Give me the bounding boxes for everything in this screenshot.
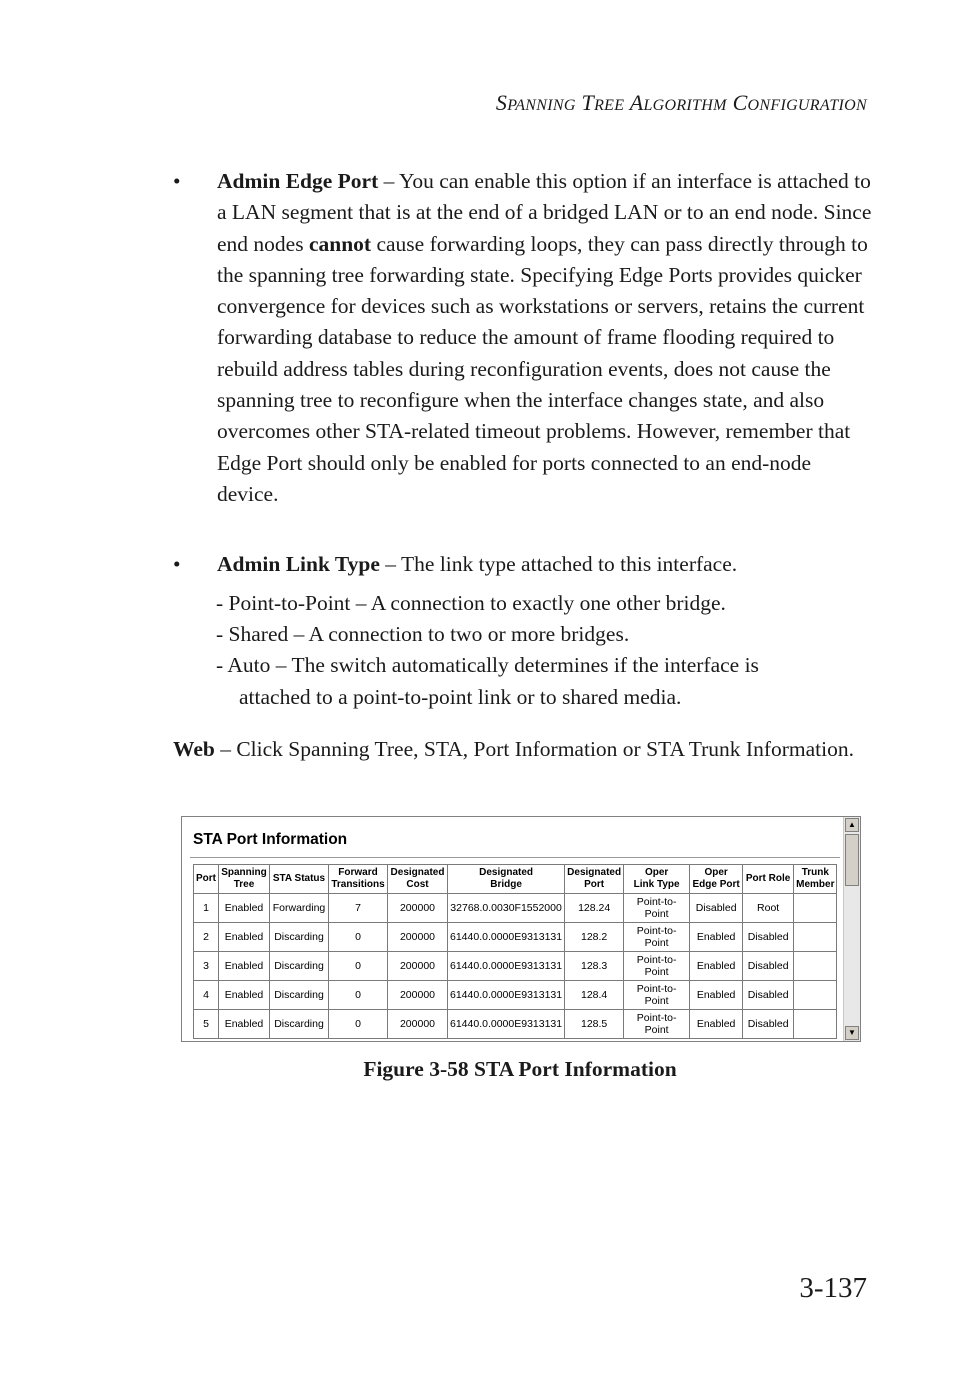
cell-sta-status: Discarding	[270, 923, 329, 952]
cell-sta-status: Discarding	[270, 1010, 329, 1039]
col-port: Port	[194, 865, 219, 894]
sta-port-information-screenshot	[181, 816, 861, 1042]
web-instruction	[173, 734, 873, 765]
col-sta-status: STA Status	[270, 865, 329, 894]
bullet-admin-link-type	[173, 549, 873, 580]
cell-trunk-member	[794, 894, 837, 923]
cell-oper-edge-port: Enabled	[690, 923, 743, 952]
cell-port: 3	[194, 952, 219, 981]
running-head-cap: C	[732, 90, 748, 115]
cell-port-role: Disabled	[743, 923, 794, 952]
bullet-mark: •	[173, 169, 181, 193]
running-head-rest: ONFIGURATION	[747, 97, 867, 114]
table-row	[194, 923, 837, 952]
cell-designated-cost: 200000	[388, 1010, 448, 1039]
link-type-point-to-point: - Point-to-Point – A connection to exactly one other bridge.	[216, 591, 726, 615]
cell-designated-bridge: 32768.0.0030F1552000	[448, 894, 565, 923]
col-oper-link-type: Oper Link Type	[624, 865, 690, 894]
bullet-mark: •	[173, 552, 181, 576]
cell-port: 5	[194, 1010, 219, 1039]
running-head-cap: S	[495, 90, 508, 115]
arrow-up-icon: ▲	[848, 820, 856, 829]
cell-spanning-tree: Enabled	[219, 952, 270, 981]
cell-designated-cost: 200000	[388, 923, 448, 952]
cell-port-role: Disabled	[743, 1010, 794, 1039]
cell-designated-port: 128.3	[565, 952, 624, 981]
running-head-cap: A	[629, 90, 644, 115]
running-head-rest: LGORITHM	[643, 97, 727, 114]
cell-trunk-member	[794, 1010, 837, 1039]
web-text: – Click Spanning Tree, STA, Port Information or STA Trunk Information.	[214, 737, 855, 761]
scroll-thumb[interactable]	[845, 834, 859, 886]
figure-caption: Figure 3-58 STA Port Information	[363, 1057, 677, 1081]
cell-designated-cost: 200000	[388, 981, 448, 1010]
scroll-down-button[interactable]	[845, 1026, 859, 1040]
vertical-scrollbar[interactable]	[843, 817, 860, 1041]
cell-forward-transitions: 0	[329, 952, 388, 981]
cell-sta-status: Discarding	[270, 952, 329, 981]
cell-port-role: Root	[743, 894, 794, 923]
cell-trunk-member	[794, 952, 837, 981]
scroll-up-button[interactable]	[845, 818, 859, 832]
bullet-term: Admin Link Type	[217, 552, 380, 576]
col-port-role: Port Role	[743, 865, 794, 894]
cell-forward-transitions: 0	[329, 923, 388, 952]
cell-designated-cost: 200000	[388, 952, 448, 981]
cell-sta-status: Forwarding	[270, 894, 329, 923]
sta-port-table	[193, 864, 837, 1039]
cell-oper-link-type: Point-to- Point	[624, 981, 690, 1010]
cell-designated-bridge: 61440.0.0000E9313131	[448, 1010, 565, 1039]
bullet-text	[217, 166, 873, 510]
cell-sta-status: Discarding	[270, 981, 329, 1010]
cell-spanning-tree: Enabled	[219, 1010, 270, 1039]
cell-designated-bridge: 61440.0.0000E9313131	[448, 981, 565, 1010]
bullet-body: – You can enable this option if an interface is attached to a LAN segment that is at the end of a bridged LAN or to an end node. Since end nodes	[217, 169, 872, 256]
cell-spanning-tree: Enabled	[219, 981, 270, 1010]
bullet-body: – The link type attached to this interface.	[379, 552, 738, 576]
running-head	[496, 90, 867, 116]
col-designated-cost: Designated Cost	[388, 865, 448, 894]
col-spanning-tree: Spanning Tree	[219, 865, 270, 894]
col-designated-port: Designated Port	[565, 865, 624, 894]
running-head-cap: T	[581, 90, 595, 115]
cell-port: 1	[194, 894, 219, 923]
table-row	[194, 981, 837, 1010]
table-row	[194, 952, 837, 981]
cell-oper-link-type: Point-to- Point	[624, 952, 690, 981]
cell-trunk-member	[794, 923, 837, 952]
web-term: Web	[173, 737, 215, 761]
cell-oper-edge-port: Enabled	[690, 981, 743, 1010]
bullet-admin-edge-port	[173, 166, 873, 510]
cell-port-role: Disabled	[743, 981, 794, 1010]
col-forward-transitions: Forward Transitions	[329, 865, 388, 894]
cell-designated-cost: 200000	[388, 894, 448, 923]
cell-forward-transitions: 0	[329, 1010, 388, 1039]
cell-port: 2	[194, 923, 219, 952]
cell-designated-bridge: 61440.0.0000E9313131	[448, 952, 565, 981]
table-header-row	[194, 865, 837, 894]
link-type-auto-continued: attached to a point-to-point link or to shared media.	[239, 685, 682, 709]
running-head-rest: PANNING	[507, 97, 576, 114]
col-oper-edge-port: Oper Edge Port	[690, 865, 743, 894]
table-row	[194, 894, 837, 923]
cell-port-role: Disabled	[743, 952, 794, 981]
running-head-rest: REE	[594, 97, 625, 114]
cell-trunk-member	[794, 981, 837, 1010]
cell-forward-transitions: 0	[329, 981, 388, 1010]
page-number: 3-137	[799, 1272, 867, 1304]
cell-designated-bridge: 61440.0.0000E9313131	[448, 923, 565, 952]
cell-designated-port: 128.5	[565, 1010, 624, 1039]
cell-designated-port: 128.2	[565, 923, 624, 952]
bullet-term: Admin Edge Port	[217, 169, 379, 193]
cell-oper-link-type: Point-to- Point	[624, 894, 690, 923]
link-type-shared: - Shared – A connection to two or more bridges.	[216, 622, 630, 646]
col-designated-bridge: Designated Bridge	[448, 865, 565, 894]
bullet-body: cause forwarding loops, they can pass directly through to the spanning tree forwarding state. Specifying Edge Ports provides quicker convergence for devices such as workstations or servers, retains the current forwarding database to reduce the amount of frame flooding required to rebuild address tables during reconfiguration events, does not cause the spanning tree to reconfigure when the interface changes state, and also overcomes other STA-related timeout problems. However, remember that Edge Port should only be enabled for ports connected to an end-node device.	[217, 231, 868, 506]
screenshot-title: STA Port Information	[193, 831, 348, 848]
arrow-down-icon: ▼	[848, 1028, 856, 1037]
cell-oper-link-type: Point-to- Point	[624, 1010, 690, 1039]
cell-designated-port: 128.4	[565, 981, 624, 1010]
cell-oper-link-type: Point-to- Point	[624, 923, 690, 952]
cell-designated-port: 128.24	[565, 894, 624, 923]
bullet-text	[217, 549, 873, 580]
link-type-auto: - Auto – The switch automatically determines if the interface is	[216, 653, 759, 677]
cell-oper-edge-port: Enabled	[690, 952, 743, 981]
cell-oper-edge-port: Enabled	[690, 1010, 743, 1039]
cell-spanning-tree: Enabled	[219, 923, 270, 952]
cell-port: 4	[194, 981, 219, 1010]
col-trunk-member: Trunk Member	[794, 865, 837, 894]
cell-oper-edge-port: Disabled	[690, 894, 743, 923]
cell-forward-transitions: 7	[329, 894, 388, 923]
bullet-emphasis: cannot	[308, 231, 372, 256]
title-divider	[190, 857, 840, 858]
table-row	[194, 1010, 837, 1039]
cell-spanning-tree: Enabled	[219, 894, 270, 923]
